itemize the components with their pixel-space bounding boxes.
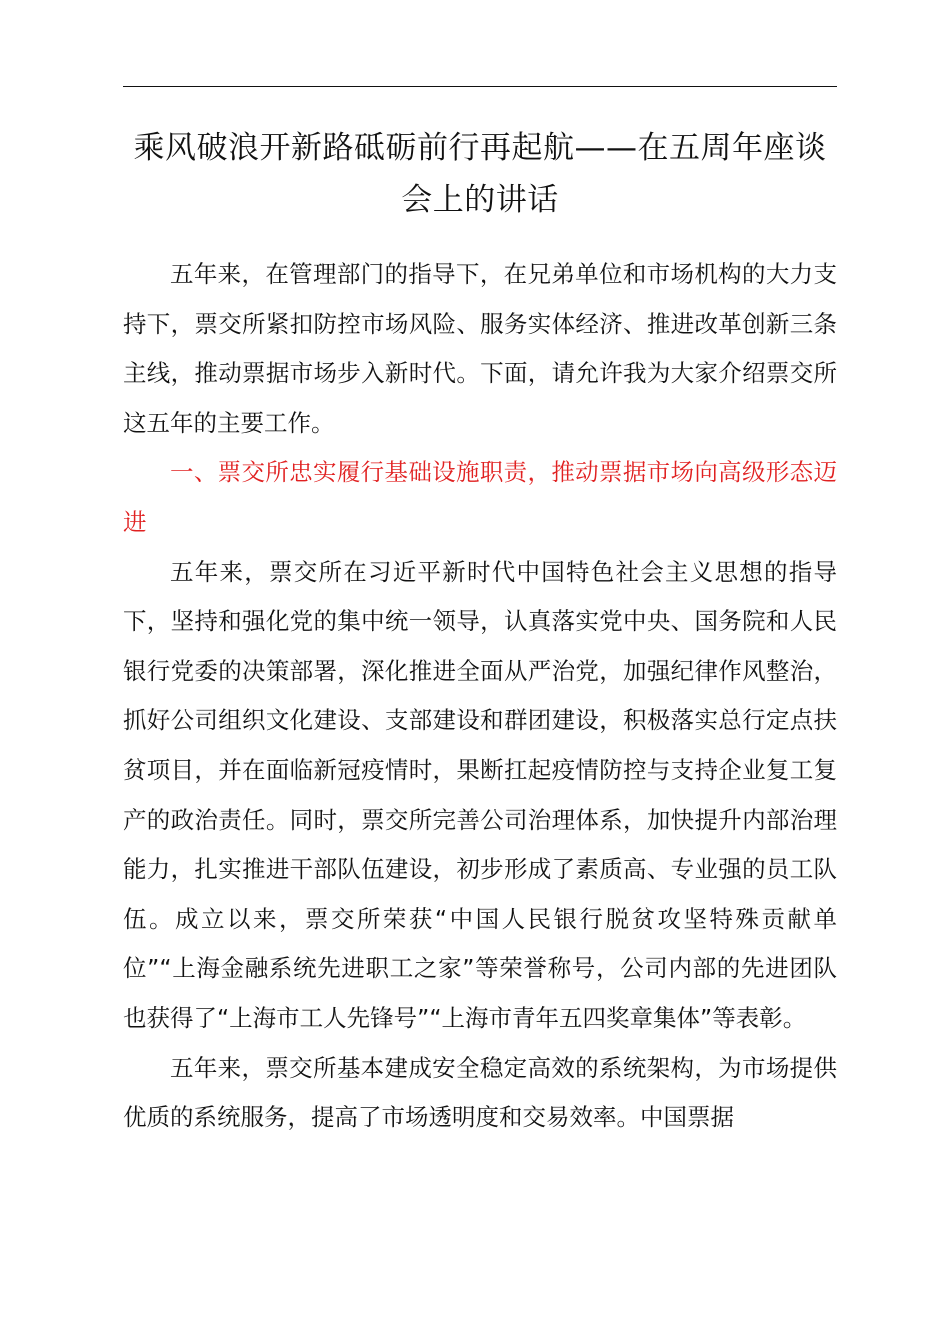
body-paragraph: 五年来，票交所基本建成安全稳定高效的系统架构，为市场提供优质的系统服务，提高了市场透明度和交易效率。中国票据 xyxy=(123,1053,837,1132)
intro-paragraph: 五年来，在管理部门的指导下，在兄弟单位和市场机构的大力支持下，票交所紧扣防控市场风险、服务实体经济、推进改革创新三条主线，推动票据市场步入新时代。下面，请允许我为大家介绍票交所这五年的主要工作。 xyxy=(123,260,837,437)
document-body xyxy=(123,250,837,1143)
header-rule xyxy=(123,86,837,87)
section-heading: 一、票交所忠实履行基础设施职责，推动票据市场向高级形态迈进 xyxy=(123,458,837,536)
document-title: 乘风破浪开新路砥砺前行再起航——在五周年座谈会上的讲话 xyxy=(133,130,827,218)
body-paragraph: 五年来，票交所在习近平新时代中国特色社会主义思想的指导下，坚持和强化党的集中统一领导，认真落实党中央、国务院和人民银行党委的决策部署，深化推进全面从严治党，加强纪律作风整治，抓好公司组织文化建设、支部建设和群团建设，积极落实总行定点扶贫项目，并在面临新冠疫情时，果断扛起疫情防控与支持企业复工复产的政治责任。同时，票交所完善公司治理体系，加快提升内部治理能力，扎实推进干部队伍建设，初步形成了素质高、专业强的员工队伍。成立以来，票交所荣获“中国人民银行脱贫攻坚特殊贡献单位”“上海金融系统先进职工之家”等荣誉称号，公司内部的先进团队也获得了“上海市工人先锋号”“上海市青年五四奖章集体”等表彰。 xyxy=(123,557,837,1032)
